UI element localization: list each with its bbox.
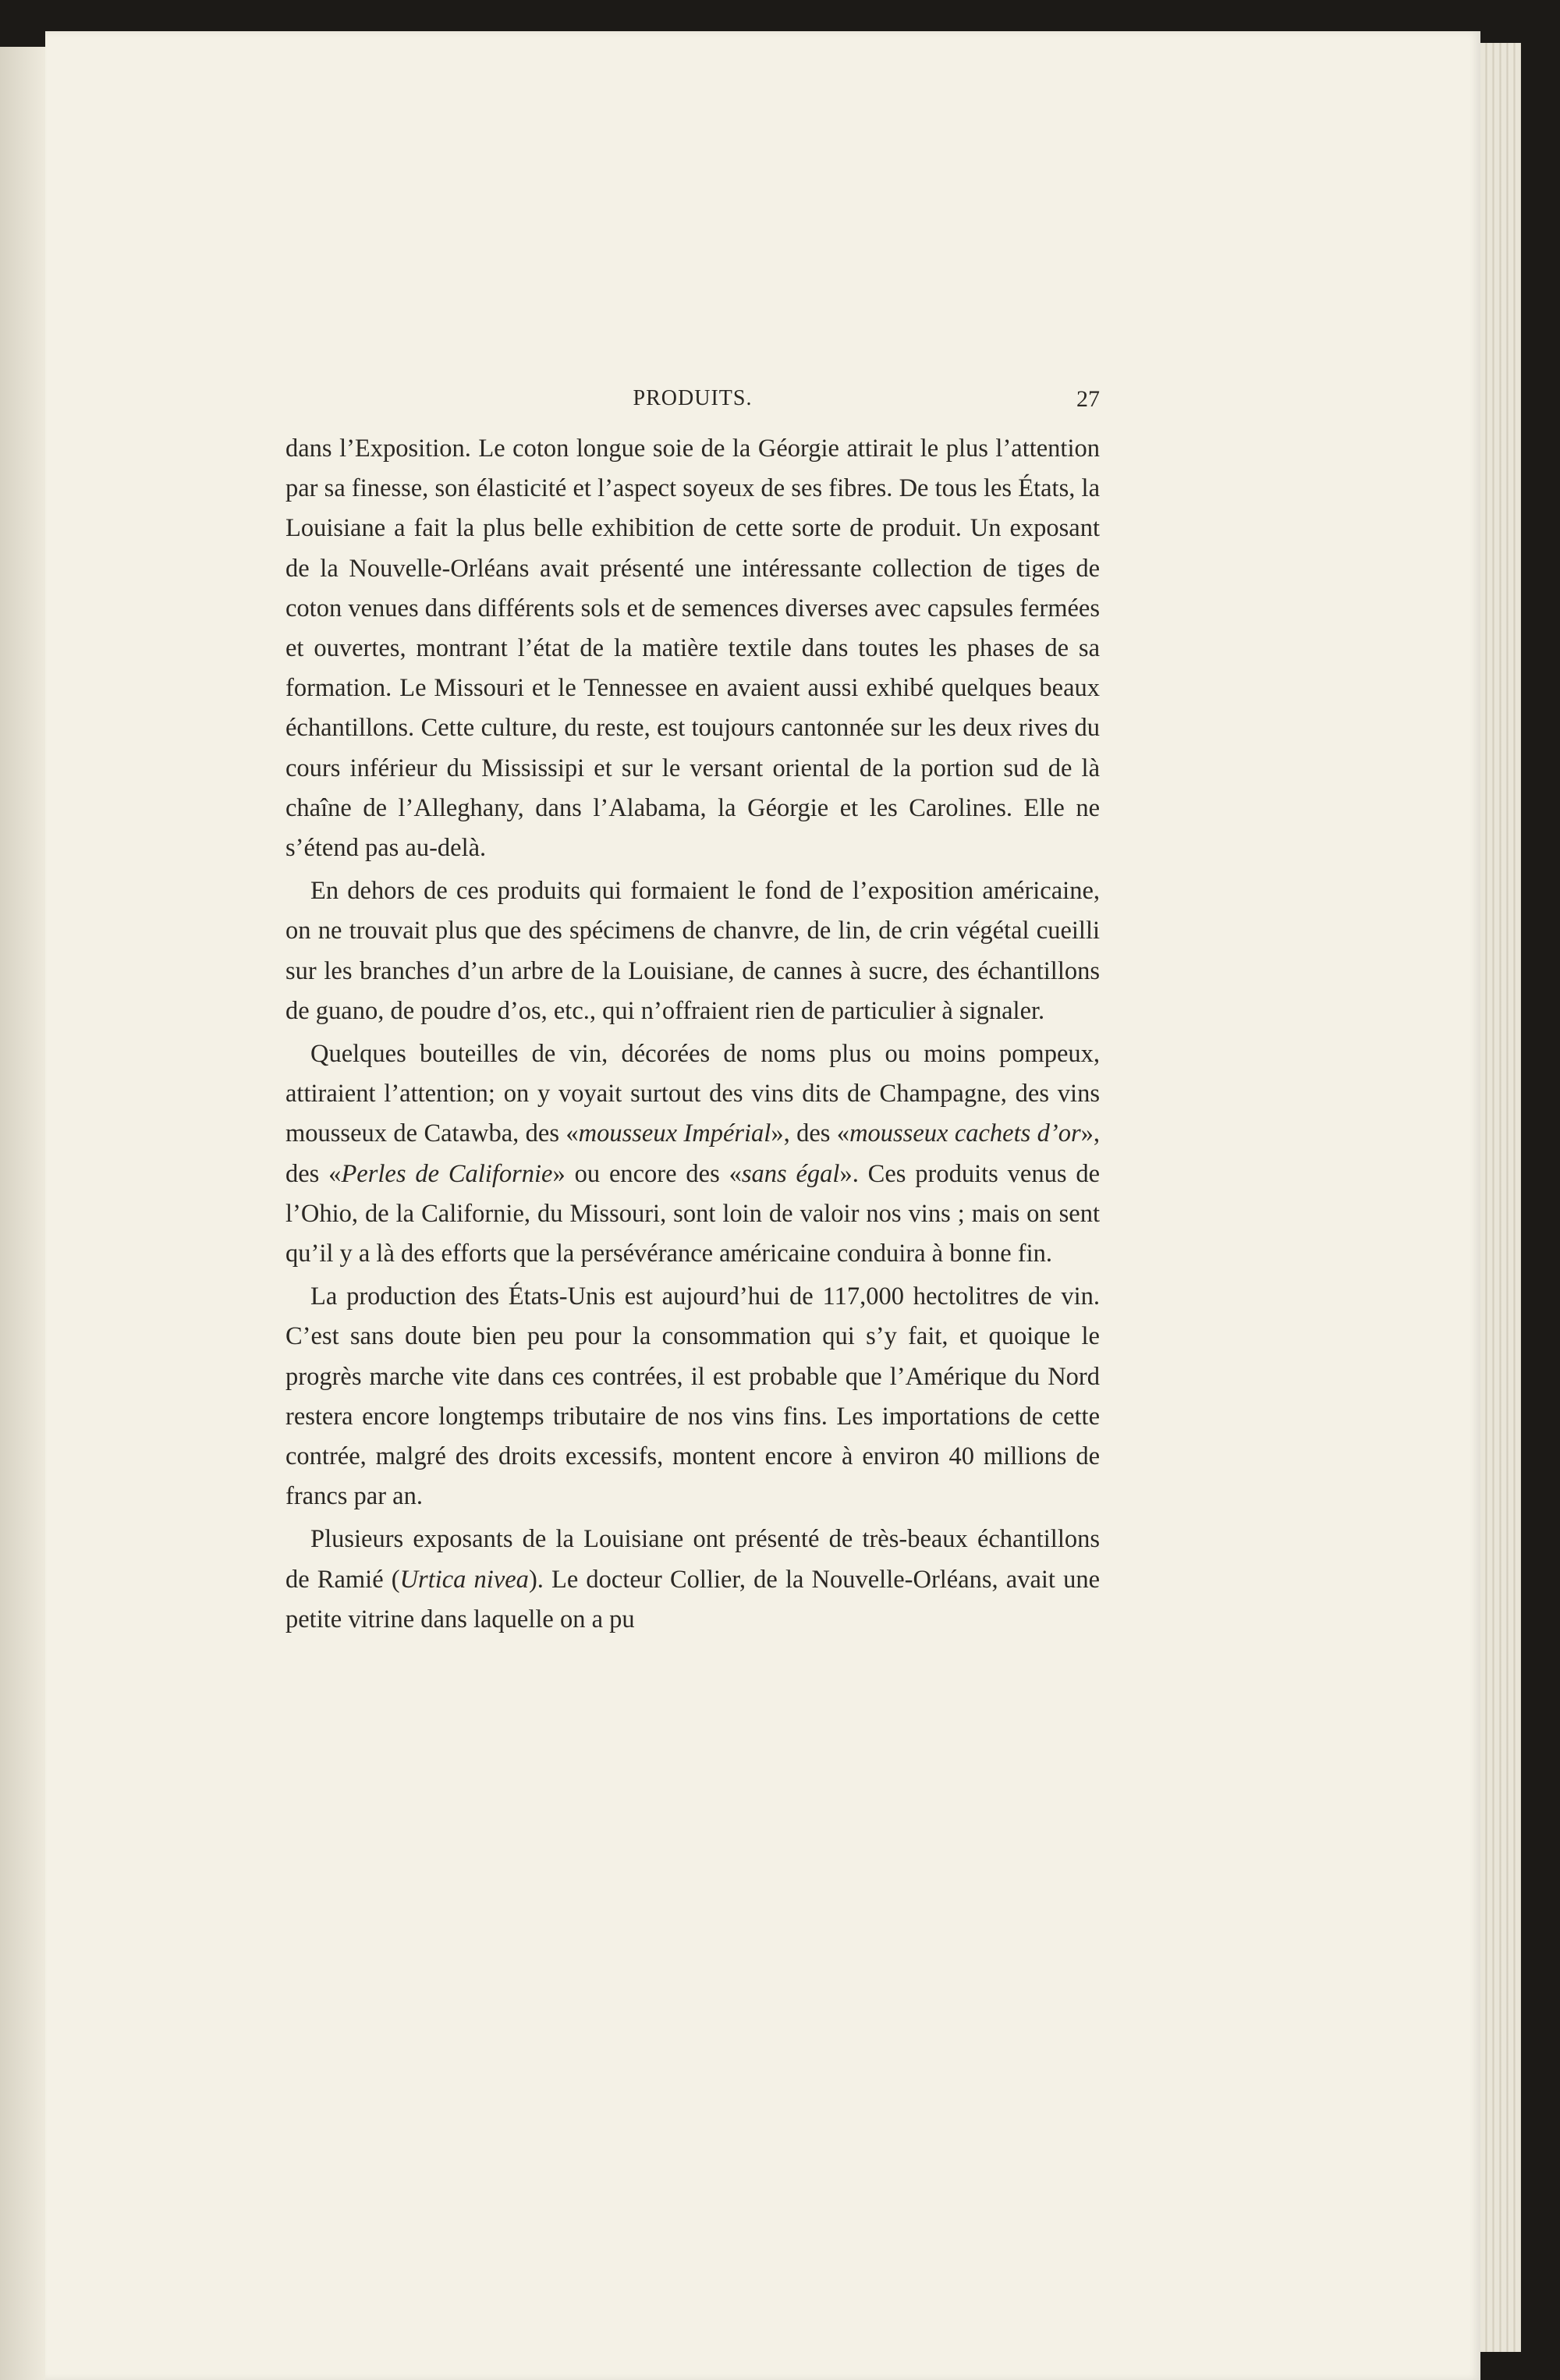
paragraph-5-text-a: Plusieurs exposants de la Louisiane ont présenté de très-beaux échantillons de Ramié ( <box>285 1525 1100 1594</box>
page-header <box>285 386 1100 420</box>
paragraph-4: La production des États-Unis est aujourd’hui de 117,000 hectolitres de vin. C’est sans doute bien peu pour la consommation qui s’y fait, et quoique le progrès marche vite dans ces contrées, il est probable que l’Amérique du Nord restera encore longtemps tributaire de nos vins fins. Les importations de cette contrée, malgré des droits excessifs, montent encore à environ 40 millions de francs par an. <box>285 1282 1100 1511</box>
wine-name-mousseux-imperial: mousseux Impérial <box>578 1119 771 1148</box>
paragraph-3-text-d: » ou encore des « <box>552 1159 742 1188</box>
running-head: PRODUITS. <box>633 386 753 410</box>
paragraph-3 <box>285 1034 1100 1274</box>
paragraph-5-text-b: ). Le docteur Collier, de la Nouvelle-Orléans, avait une petite vitrine dans laquelle on a pu <box>285 1565 1100 1633</box>
paragraph-5 <box>285 1520 1100 1640</box>
paragraph-3-text-e: ». Ces produits venus de l’Ohio, de la Californie, du Missouri, sont loin de valoir nos vins ; mais on sent qu’il y a là des efforts que la persévérance américaine conduira à bonne fin. <box>285 1159 1101 1268</box>
paragraph-3-text-c: », des « <box>285 1119 1101 1188</box>
page-number: 27 <box>1076 386 1100 412</box>
paragraph-3-text-b: », des « <box>771 1119 850 1148</box>
wine-name-sans-egal: sans égal <box>741 1159 840 1188</box>
facing-page-edge <box>0 47 45 2380</box>
paragraph-3-text-a: Quelques bouteilles de vin, décorées de noms plus ou moins pompeux, attiraient l’attention; on y voyait surtout des vins dits de Champagne, des vins mousseux de Catawba, des « <box>285 1040 1100 1148</box>
wine-name-cachets-dor: mousseux cachets d’or <box>849 1119 1081 1148</box>
paragraph-2: En dehors de ces produits qui formaient le fond de l’exposition américaine, on ne trouvait plus que des spécimens de chanvre, de lin, de crin végétal cueilli sur les branches d’un arbre de la Louisiane, de cannes à sucre, des échantillons de guano, de poudre d’os, etc., qui n’offraient rien de particulier à signaler. <box>285 877 1100 1025</box>
wine-name-perles-de-californie: Perles de Californie <box>341 1159 553 1188</box>
body-text <box>285 429 1100 1640</box>
latin-name-urtica-nivea: Urtica nivea <box>399 1565 529 1594</box>
paragraph-1: dans l’Exposition. Le coton longue soie de la Géorgie attirait le plus l’attention par sa finesse, son élasticité et l’aspect soyeux de ses fibres. De tous les États, la Louisiane a fait la plus belle exhibition de cette sorte de produit. Un exposant de la Nouvelle-Orléans avait présenté une intéressante collection de tiges de coton venues dans différents sols et de semences diverses avec capsules fermées et ouvertes, montrant l’état de la matière textile dans toutes les phases de sa formation. Le Missouri et le Tennessee en avaient aussi exhibé quelques beaux échantillons. Cette culture, du reste, est toujours cantonnée sur les deux rives du cours inférieur du Mississipi et sur le versant oriental de la portion sud de là chaîne de l’Alleghany, dans l’Alabama, la Géorgie et les Carolines. Elle ne s’étend pas au-delà. <box>285 435 1100 863</box>
